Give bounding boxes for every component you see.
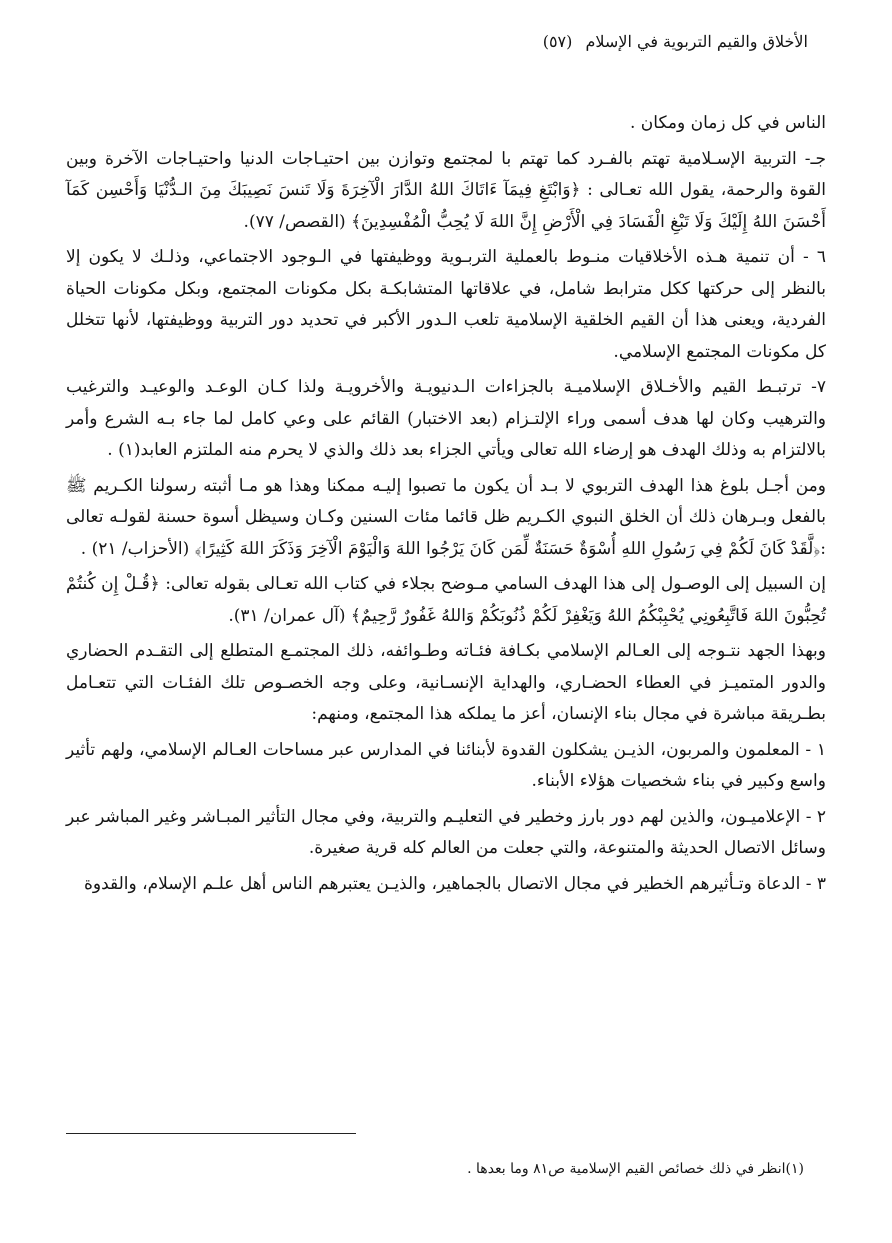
paragraph-path: إن السبيل إلى الوصـول إلى هذا الهدف السامي مـوضح بجلاء في كتاب الله تعـالى بقوله تعالى: ﴿قُـلْ إِن كُنتُمْ تُحِبُّونَ اللهَ فَاتَّبِعُونِي يُحْبِبْكُمُ اللهُ وَيَغْفِرْ لَكُمْ ذُنُوبَكُمْ وَاللهُ غَفُورٌ رَّحِيمٌ﴾ (آل عمران/ ٣١). bbox=[66, 574, 826, 626]
page-number: (٥٧) bbox=[542, 32, 573, 51]
paragraph-continuation: الناس في كل زمان ومكان . bbox=[630, 113, 826, 133]
paragraph-item-7: ٧- ترتبـط القيم والأخـلاق الإسلاميـة بالجزاءات الـدنيويـة والأخرويـة ولذا كـان الوعـد والوعيـد والترغيب والترهيب وكان لها هدف أسمى وراء الإلتـزام (بعد الاختبار) القائم على وعي كامل لما جاء بـه الشرع وأمر بالالتزام به وذلك الهدف هو إرضاء الله تعالى ويأتي الجزاء بعد ذلك والذي لا يحرم منه الملتزم العابد(١) . bbox=[66, 377, 826, 460]
paragraph-audience: وبهذا الجهد نتـوجه إلى العـالم الإسلامي بكـافة فئـاته وطـوائفه، ذلك المجتمـع المتطلع إلى التقـدم الحضاري والدور المتميـز في العطاء الحضـاري، والهداية الإنسـانية، وعلى وجه الخصـوص تلك الفئـات التي تتعـامل بطـريقة مباشرة في مجال بناء الإنسان، أعز ما يملكه هذا المجتمع، ومنهم: bbox=[66, 641, 826, 724]
list-item-media: ٢ - الإعلاميـون، والذين لهم دور بارز وخطير في التعليـم والتربية، وفي مجال التأثير المبـاشر وغير المباشر عبر وسائل الاتصال الحديثة والمتنوعة، والتي جعلت من العالم كله قرية صغيرة. bbox=[66, 806, 826, 858]
paragraph-item-c: جـ- التربية الإسـلامية تهتم بالفـرد كما تهتم با لمجتمع وتوازن بين احتيـاجات الدنيا واحتيـاجات الآخرة وبين القوة والرحمة، يقول الله تعـالى : ﴿وَابْتَغِ فِيمَآ ءَاتَاكَ اللهُ الدَّارَ الْآخِرَةَ وَلَا تَنسَ نَصِيبَكَ مِنَ الـدُّنْيَا وَأَحْسِن كَمَآ أَحْسَنَ اللهُ إِلَيْكَ وَلَا تَبْغِ الْفَسَادَ فِي الْأَرْضِ إِنَّ اللهَ لَا يُحِبُّ الْمُفْسِدِينَ﴾ (القصص/ ٧٧). bbox=[66, 148, 826, 232]
list-item-preachers: ٣ - الدعاة وتـأثيرهم الخطير في مجال الاتصال بالجماهير، والذيـن يعتبرهم الناس أهل علـم الإسلام، والقدوة bbox=[83, 873, 826, 894]
paragraph-prophet-example: ومن أجـل بلوغ هذا الهدف التربوي لا بـد أن يكون ما تصبوا إليـه ممكنا وهذا هو مـا أثبته رسولنا الكـريم ﷺ بالفعل وبـرهان ذلك أن الخلق النبوي الكـريم ظل قائما مئات السنين وكـان وسيظل أسوة حسنة لقولـه تعالى :﴿لَّقَدْ كَانَ لَكُمْ فِي رَسُولِ اللهِ أُسْوَةٌ حَسَنَةٌ لِّمَن كَانَ يَرْجُوا اللهَ وَالْيَوْمَ الْآخِرَ وَذَكَرَ اللهَ كَثِيرًا﴾ (الأحزاب/ ٢١) . bbox=[66, 475, 826, 559]
paragraph-item-6: ٦ - أن تنمية هـذه الأخلاقيات منـوط بالعملية التربـوية ووظيفتها في الـوجود الاجتماعي، وذلـك لا يكون إلا بالنظر إلى حركتها ككل مترابط شامل، في علاقاتها المتشابكـة بكل مكونات المجتمع، وبكل مكونات الحياة الفردية، ويعنى هذا أن القيم الخلقية الإسلامية تلعب الـدور الأكبر في تحديد دور التربية ووظيفتها، لأنها تتخلل كل مكونات المجتمع الإسلامي. bbox=[66, 247, 826, 362]
running-title: الأخلاق والقيم التربوية في الإسلام bbox=[585, 32, 808, 51]
footnote: (١)انظر في ذلك خصائص القيم الإسلامية ص٨١ وما بعدها . bbox=[467, 1161, 804, 1177]
page-body bbox=[66, 108, 826, 900]
page-header bbox=[70, 30, 808, 54]
footnote-divider bbox=[66, 1133, 356, 1134]
list-item-teachers: ١ - المعلمون والمربون، الذيـن يشكلون القدوة لأبنائنا في المدارس عبر مساحات العـالم الإسلامي، ولهم تأثير واسع وكبير في بناء شخصيات هؤلاء الأبناء. bbox=[66, 739, 826, 791]
